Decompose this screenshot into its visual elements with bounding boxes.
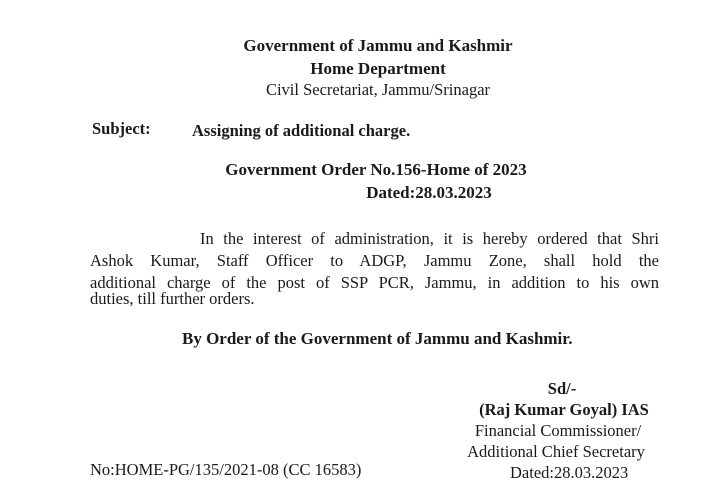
reference-number: No:HOME-PG/135/2021-08 (CC 16583) [90,460,362,479]
header-department: Home Department [310,59,446,78]
order-number: Government Order No.156-Home of 2023 [225,160,527,179]
order-date: Dated:28.03.2023 [366,183,492,202]
subject-label: Subject: [92,119,151,138]
closing-statement: By Order of the Government of Jammu and Kashmir. [182,329,573,348]
body-line-2: Ashok Kumar, Staff Officer to ADGP, Jammu Zone, shall hold the [90,251,659,270]
signatory-designation-1: Financial Commissioner/ [474,421,642,440]
signature-date: Dated:28.03.2023 [510,463,629,482]
body-line-1: In the interest of administration, it is hereby ordered that Shri [200,229,659,248]
header-government: Government of Jammu and Kashmir [243,36,513,55]
body-line-4: duties, till further orders. [90,289,255,308]
subject-text: Assigning of additional charge. [192,121,411,140]
signatory-name: (Raj Kumar Goyal) IAS [479,400,649,419]
body-line-3: additional charge of the post of SSP PCR, Jammu, in addition to his own [90,273,659,292]
signature-sd: Sd/- [547,379,577,398]
header-address: Civil Secretariat, Jammu/Srinagar [265,80,491,99]
signatory-designation-2: Additional Chief Secretary [467,442,645,461]
